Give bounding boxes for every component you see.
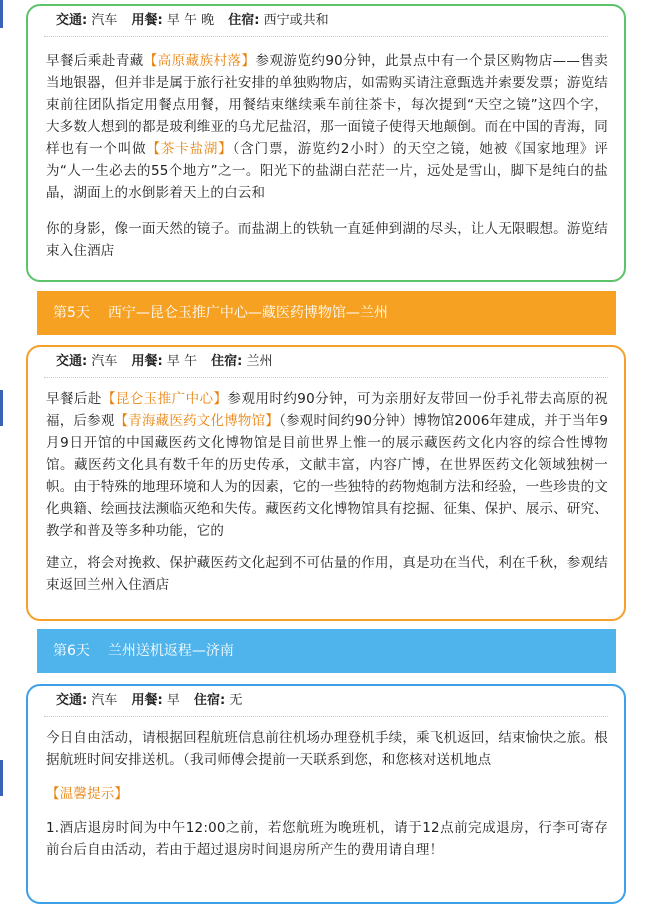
left-edge-strip [0, 760, 3, 796]
tips-item-1: 1.酒店退房时间为中午12:00之前，若您航班为晚班机，请于12点前完成退房，行李可寄存前台后自由活动，若由于超过退房时间退房所产生的费用请自理！ [46, 820, 608, 858]
meal-value: 早 午 晚 [166, 13, 215, 28]
text-segment: （参观时间约90分钟）博物馆2006年建成，并于当年9月9日开馆的中国藏医药文化博物馆是目前世界上惟一的展示藏医药文化内容的综合性博物馆。藏医药文化具有数千年的历史传承，文献丰富，内容广博，在世界医药文化领域独树一帜。由于特殊的地理环境和人为的因素，它的一些独特的药物炮制方法和经验，一些珍贵的文化典籍、绘画技法濒临灭绝和失传。藏医药文化博物馆具有挖掘、征集、保护、展示、研究、教学和普及等多种功能，它的 [46, 413, 609, 539]
meal-label: 用餐: [131, 13, 163, 28]
day6-header [37, 629, 616, 673]
day4-paragraph-2: 你的身影，像一面天然的镜子。而盐湖上的铁轨一直延伸到湖的尽头，让人无限暇想。游览结束入住酒店 [46, 221, 608, 259]
day4-paragraph-1 [46, 50, 608, 204]
left-edge-strip [0, 390, 3, 426]
bracket: 【 [101, 391, 116, 407]
stay-value: 兰州 [246, 354, 273, 369]
highlight-link[interactable] [102, 391, 228, 407]
bracket: 【 [146, 141, 161, 157]
info-row [44, 6, 608, 37]
transport-value: 汽车 [91, 13, 118, 28]
day-title: 兰州送机返程—济南 [107, 643, 234, 659]
bracket: 】 [265, 413, 280, 429]
info-row [44, 686, 608, 717]
stay-value: 无 [229, 693, 243, 708]
stay-label: 住宿: [194, 693, 226, 708]
stay-label: 住宿: [211, 354, 243, 369]
highlight-link[interactable] [115, 413, 280, 429]
meal-value: 早 午 [166, 354, 197, 369]
highlight-text: 青海藏医药文化博物馆 [128, 413, 266, 429]
highlight-link[interactable] [144, 53, 256, 69]
text-segment: 早餐后乘赴青藏 [46, 53, 144, 69]
bracket: 】 [213, 391, 228, 407]
text-segment: （含门票，游览约2小时）的天空之镜，她被《国家地理》评为“人一生必去的55个地方”之一。阳光下的盐湖白茫茫一片，远处是雪山，脚下是纯白的盐晶，湖面上的水倒影着天上的白云和 [46, 141, 608, 201]
tips-title: 【温馨提示】 [46, 786, 129, 802]
bracket: 【 [114, 413, 129, 429]
meal-label: 用餐: [131, 693, 163, 708]
text-segment: 参观游览约90分钟，此景点中有一个景区购物店——售卖当地银器，但并非是属于旅行社安排的单独购物店，如需购买请注意甄选并索要发票；游览结束前往团队指定用餐点用餐，用餐结束继续乘车前往茶卡，每次提到“天空之镜”这四个字，大多数人想到的都是玻利维亚的乌尤尼盐沼，那一面镜子使得天地颠倒。而在中国的青海，同样也有一个叫做 [46, 53, 608, 157]
transport-label: 交通: [56, 693, 88, 708]
highlight-text: 茶卡盐湖 [160, 141, 219, 157]
day6-paragraph-1: 今日自由活动，请根据回程航班信息前往机场办理登机手续，乘飞机返回，结束愉快之旅。根据航班时间安排送机。（我司师傅会提前一天联系到您，和您核对送机地点 [46, 730, 608, 768]
day6-detail-card [26, 684, 626, 904]
transport-label: 交通: [56, 13, 88, 28]
highlight-link[interactable] [147, 141, 233, 157]
bracket: 】 [218, 141, 233, 157]
stay-value: 西宁或共和 [263, 13, 329, 28]
transport-value: 汽车 [91, 693, 118, 708]
bracket: 【 [143, 53, 158, 69]
text-segment: 参观用时约90分钟，可为亲朋好友带回一份手礼带去高原的祝福，后参观 [46, 391, 609, 429]
meal-label: 用餐: [131, 354, 163, 369]
day-number: 第5天 [53, 305, 90, 321]
left-edge-strip [0, 0, 3, 28]
bracket: 】 [241, 53, 256, 69]
transport-label: 交通: [56, 354, 88, 369]
day4-detail-card [26, 4, 626, 282]
day5-paragraph-1 [46, 388, 608, 542]
day5-paragraph-2: 建立，将会对挽救、保护藏医药文化起到不可估量的作用，真是功在当代，利在千秋，参观结束返回兰州入住酒店 [46, 555, 608, 593]
day-number: 第6天 [53, 643, 90, 659]
day5-detail-card [26, 345, 626, 621]
highlight-text: 高原藏族村落 [157, 53, 242, 69]
text-segment: 早餐后赴 [46, 391, 102, 407]
stay-label: 住宿: [228, 13, 260, 28]
day-title: 西宁—昆仑玉推广中心—藏医药博物馆—兰州 [107, 305, 388, 321]
meal-value: 早 [166, 693, 180, 708]
info-row [44, 347, 608, 378]
transport-value: 汽车 [91, 354, 118, 369]
highlight-text: 昆仑玉推广中心 [115, 391, 214, 407]
day5-header [37, 291, 616, 335]
